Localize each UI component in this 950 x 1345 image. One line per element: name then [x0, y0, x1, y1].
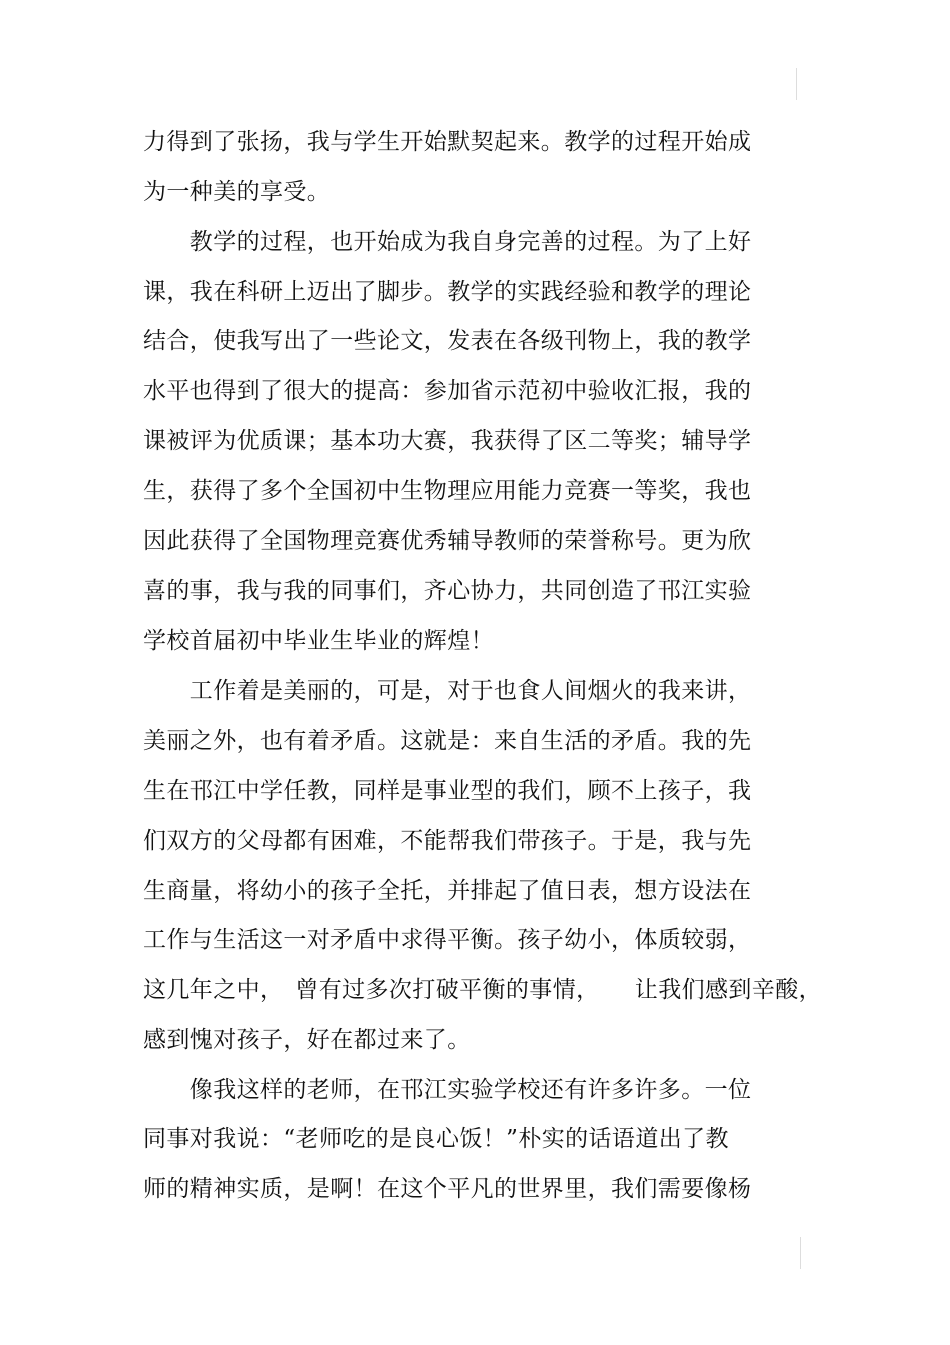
text-line: 工作与生活这一对矛盾中求得平衡。孩子幼小，体质较弱，: [143, 927, 752, 953]
text-line: 力得到了张扬，我与学生开始默契起来。教学的过程开始成: [143, 129, 752, 155]
top-right-edge-mark: [796, 68, 797, 100]
text-line: 生在邗江中学任教，同样是事业型的我们，顾不上孩子，我: [143, 778, 752, 804]
text-line: 像我这样的老师，在邗江实验学校还有许多许多。一位: [143, 1077, 752, 1103]
text-line: 喜的事，我与我的同事们，齐心协力，共同创造了邗江实验: [143, 578, 752, 604]
text-line: 生商量，将幼小的孩子全托，并排起了值日表，想方设法在: [143, 878, 752, 904]
text-line: 工作着是美丽的，可是，对于也食人间烟火的我来讲，: [143, 678, 752, 704]
text-line: 美丽之外，也有着矛盾。这就是：来自生活的矛盾。我的先: [143, 728, 752, 754]
text-line: 结合，使我写出了一些论文，发表在各级刊物上，我的教学: [143, 328, 752, 354]
text-line: 教学的过程，也开始成为我自身完善的过程。为了上好: [143, 229, 752, 255]
text-line: 师的精神实质，是啊！在这个平凡的世界里，我们需要像杨: [143, 1176, 752, 1202]
text-line: 同事对我说：“老师吃的是良心饭！”朴实的话语道出了教: [143, 1126, 729, 1152]
text-line: 们双方的父母都有困难，不能帮我们带孩子。于是，我与先: [143, 828, 752, 854]
bottom-right-edge-mark: [800, 1237, 801, 1269]
text-line: 生，获得了多个全国初中生物理应用能力竞赛一等奖，我也: [143, 478, 752, 504]
text-line: 水平也得到了很大的提高：参加省示范初中验收汇报，我的: [143, 378, 752, 404]
text-line: 这几年之中， 曾有过多次打破平衡的事情， 让我们感到辛酸，: [143, 977, 822, 1003]
text-line: 因此获得了全国物理竞赛优秀辅导教师的荣誉称号。更为欣: [143, 528, 752, 554]
text-line: 学校首届初中毕业生毕业的辉煌！: [143, 628, 494, 654]
text-line: 课被评为优质课；基本功大赛，我获得了区二等奖；辅导学: [143, 428, 752, 454]
text-line: 为一种美的享受。: [143, 179, 331, 205]
text-line: 感到愧对孩子，好在都过来了。: [143, 1027, 471, 1053]
text-line: 课，我在科研上迈出了脚步。教学的实践经验和教学的理论: [143, 279, 752, 305]
